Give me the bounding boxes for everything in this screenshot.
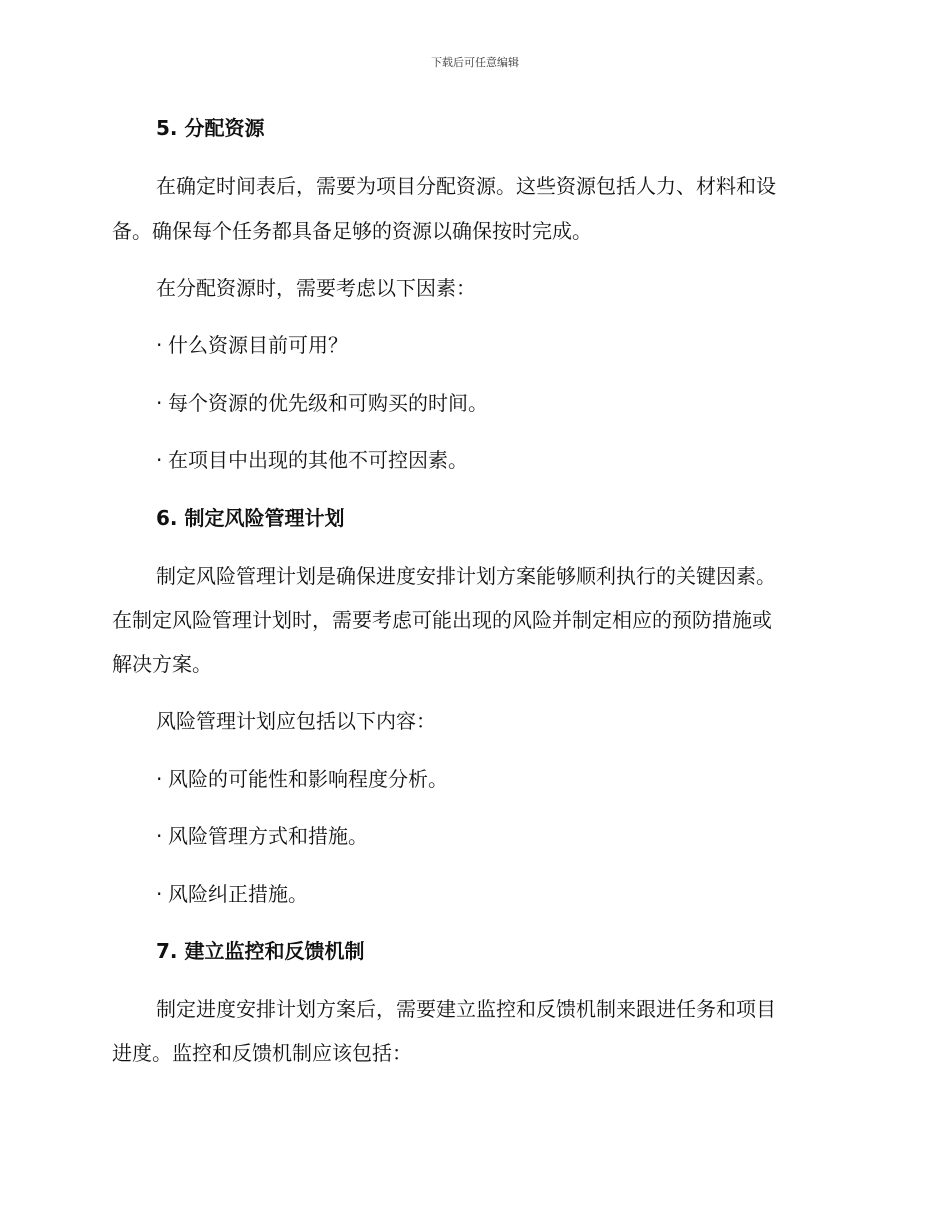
paragraph-line: 进度。监控和反馈机制应该包括： bbox=[112, 1041, 412, 1065]
bullet-dot: · bbox=[156, 448, 163, 472]
list-item-text: 风险纠正措施。 bbox=[168, 882, 308, 906]
paragraph-line: 备。确保每个任务都具备足够的资源以确保按时完成。 bbox=[112, 219, 592, 243]
paragraph-line: 制定进度安排计划方案后，需要建立监控和反馈机制来跟进任务和项目 bbox=[156, 997, 776, 1021]
bullet-dot: · bbox=[156, 824, 163, 848]
list-item bbox=[156, 389, 884, 417]
list-item bbox=[156, 331, 884, 359]
list-item bbox=[156, 765, 884, 793]
paragraph-line: 在制定风险管理计划时，需要考虑可能出现的风险并制定相应的预防措施或 bbox=[112, 608, 772, 632]
list-item bbox=[156, 446, 884, 474]
paragraph-line: 在确定时间表后，需要为项目分配资源。这些资源包括人力、材料和设 bbox=[156, 174, 776, 198]
list-item-text: 风险管理方式和措施。 bbox=[168, 824, 368, 848]
list-item-text: 每个资源的优先级和可购买的时间。 bbox=[168, 391, 488, 415]
bullet-dot: · bbox=[156, 767, 163, 791]
bullet-dot: · bbox=[156, 882, 163, 906]
list-item bbox=[156, 822, 884, 850]
list-item bbox=[156, 880, 884, 908]
paragraph-line: 在分配资源时，需要考虑以下因素： bbox=[156, 276, 476, 300]
paragraph-line: 解决方案。 bbox=[112, 652, 212, 676]
section-heading: 7. 建立监控和反馈机制 bbox=[156, 939, 365, 963]
list-item-text: 风险的可能性和影响程度分析。 bbox=[168, 767, 448, 791]
list-item-text: 在项目中出现的其他不可控因素。 bbox=[168, 448, 468, 472]
section-heading: 5. 分配资源 bbox=[156, 116, 265, 140]
bullet-dot: · bbox=[156, 333, 163, 357]
paragraph-line: 风险管理计划应包括以下内容： bbox=[156, 709, 436, 733]
paragraph-line: 制定风险管理计划是确保进度安排计划方案能够顺利执行的关键因素。 bbox=[156, 564, 776, 588]
section-heading: 6. 制定风险管理计划 bbox=[156, 506, 345, 530]
page-header: 下载后可任意编辑 bbox=[431, 56, 519, 69]
bullet-dot: · bbox=[156, 391, 163, 415]
list-item-text: 什么资源目前可用？ bbox=[168, 333, 348, 357]
